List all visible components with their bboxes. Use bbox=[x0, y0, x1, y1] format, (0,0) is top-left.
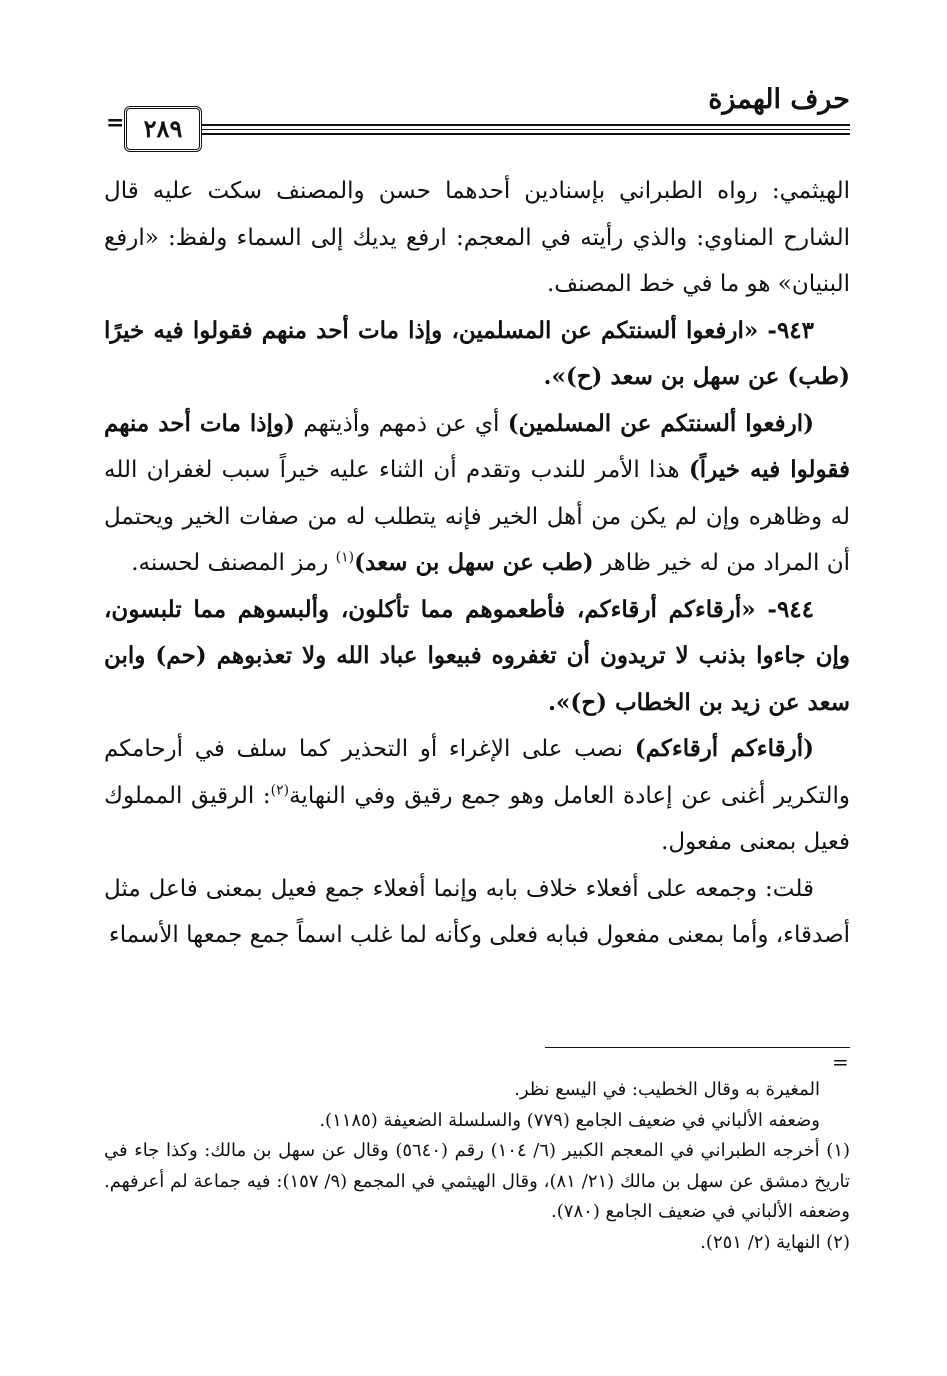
quoted-phrase: (وإذا مات أحد منهم فقولوا فيه خيراً) bbox=[104, 409, 850, 483]
footnote-continue-mark: = bbox=[832, 1050, 849, 1074]
header-rule bbox=[199, 133, 850, 135]
commentary-944 bbox=[104, 726, 850, 866]
commentary-text: نصب على الإغراء أو التحذير كما سلف في أرحامكم والتكرير أغنى عن إعادة العامل وهو جمع رقيق وفي النهاية bbox=[104, 736, 850, 809]
footnote-separator bbox=[545, 1047, 850, 1048]
header-mark: = bbox=[106, 110, 125, 136]
footnote-2: (٢) النهاية (٢/ ٢٥١). bbox=[700, 1231, 850, 1253]
footnote-1: (١) أخرجه الطبراني في المعجم الكبير (٦/ ١٠٤) رقم (٥٦٤٠) وقال عن سهل بن مالك: وكذا جاء في تاريخ دمشق عن سهل بن مالك (٢١/ ٨١)، وقال الهيثمي في المجمع (٩/ ١٥٧): فيه جماعة لم أعرفهم. وضعفه الألباني في ضعيف الجامع (٧٨٠). bbox=[104, 1140, 851, 1222]
hadith-944: ٩٤٤- «أرقاءكم أرقاءكم، فأطعموهم مما تأكلون، وألبسوهم مما تلبسون، وإن جاءوا بذنب لا تريدون أن تغفروه فبيعوا عباد الله ولا تعذبوهم (حم) وابن سعد عن زيد بن الخطاب (ح)». bbox=[104, 595, 850, 716]
commentary-text: أي عن ذمهم وأذيتهم bbox=[294, 410, 508, 437]
footnote-ref: (٢) bbox=[270, 781, 290, 798]
hadith-943: ٩٤٣- «ارفعوا ألسنتكم عن المسلمين، وإذا مات أحد منهم فقولوا فيه خيرًا (طب) عن سهل بن سعد (ح)». bbox=[104, 316, 850, 390]
paragraph: الهيثمي: رواه الطبراني بإسنادين أحدهما حسن والمصنف سكت عليه قال الشارح المناوي: والذي رأيته في المعجم: ارفع يديك إلى السماء ولفظ: «ارفع البنيان» هو ما في خط المصنف. bbox=[104, 178, 850, 297]
chapter-title: حرف الهمزة bbox=[708, 84, 850, 115]
quoted-phrase: (ارفعوا ألسنتكم عن المسلمين) bbox=[507, 409, 815, 437]
main-text bbox=[104, 168, 850, 959]
footnote-continuation: وضعفه الألباني في ضعيف الجامع (٧٧٩) والسلسلة الضعيفة (١١٨٥). bbox=[319, 1109, 820, 1131]
header-rule bbox=[199, 124, 850, 126]
page-number: ٢٨٩ bbox=[124, 106, 202, 152]
commentary-943 bbox=[104, 401, 850, 587]
commentary-text: رمز المصنف لحسنه. bbox=[131, 550, 336, 576]
footnote-continuation: المغيرة به وقال الخطيب: في اليسع نظر. bbox=[514, 1079, 820, 1100]
page-header bbox=[104, 80, 850, 150]
commentary-text: : الرقيق المملوك فعيل بمعنى مفعول. bbox=[104, 782, 850, 855]
footnotes bbox=[104, 1075, 850, 1258]
quoted-phrase: (طب عن سهل بن سعد) bbox=[354, 549, 594, 576]
footnote-ref: (١) bbox=[335, 549, 355, 566]
header-rule bbox=[199, 129, 850, 130]
quoted-phrase: (أرقاءكم أرقاءكم) bbox=[634, 735, 814, 762]
commentary-text: هذا الأمر للندب وتقدم أن الثناء عليه خيراً سبب لغفران الله له وظاهره وإن لم يكن من أهل الخير فإنه يتطلب له من صفات الخير ويحتمل أن المراد من له خير ظاهر bbox=[104, 457, 850, 576]
paragraph: قلت: وجمعه على أفعلاء خلاف بابه وإنما أفعلاء جمع فعيل بمعنى فاعل مثل أصدقاء، وأما بمعنى مفعول فبابه فعلى وكأنه لما غلب اسماً جمع جمعها الأسماء bbox=[104, 875, 850, 948]
